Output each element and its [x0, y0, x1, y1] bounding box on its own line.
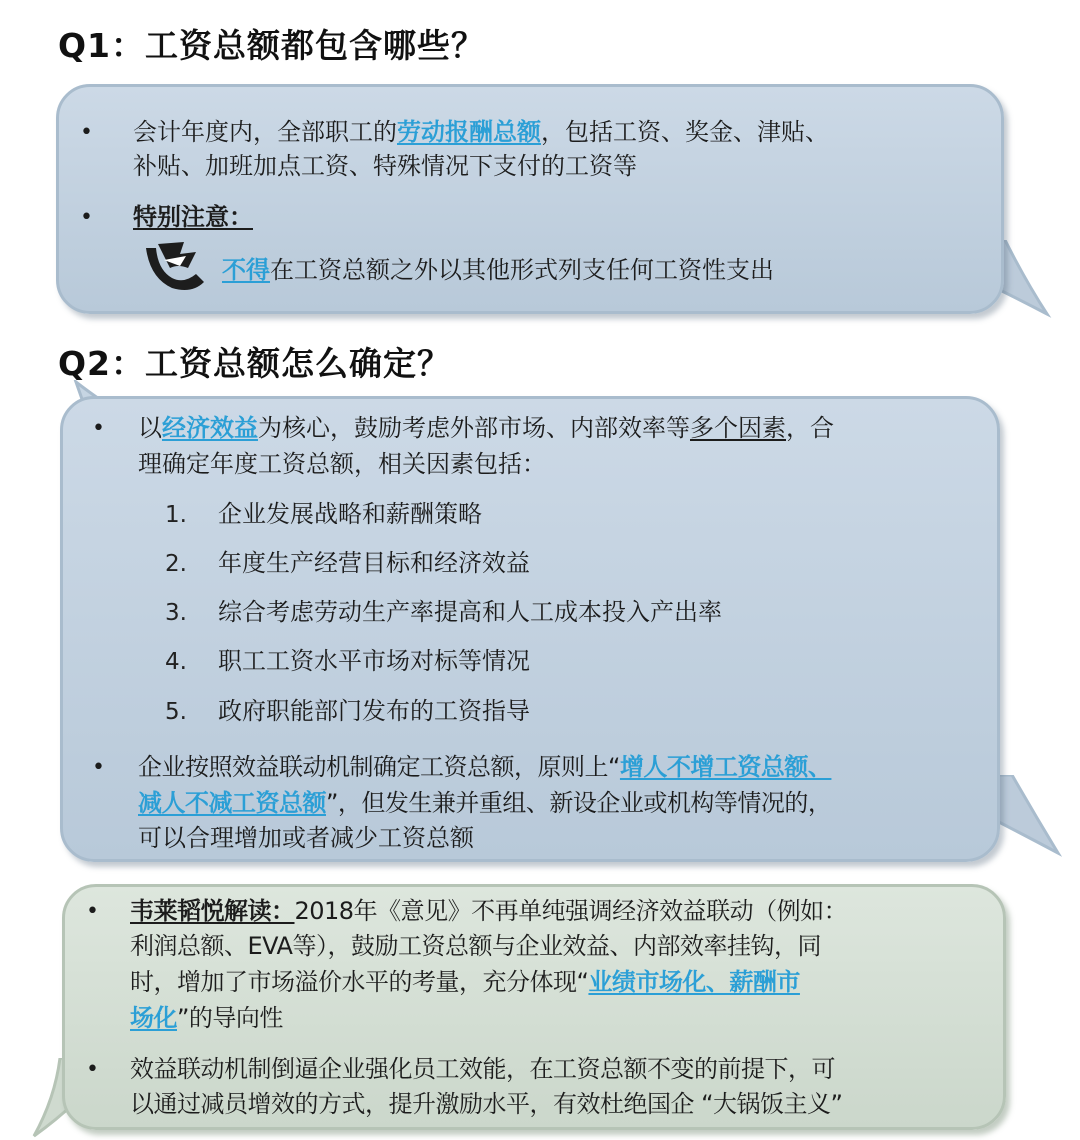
text: 为核心，鼓励考虑外部市场、内部效率等	[258, 414, 690, 442]
highlight-economic-benefit: 经济效益	[162, 414, 258, 442]
text: 企业按照效益联动机制确定工资总额，原则上“	[138, 753, 620, 781]
factor-number: 4.	[165, 649, 187, 675]
q1-special-note	[222, 253, 774, 287]
factor-item: 综合考虑劳动生产率提高和人工成本投入产出率	[218, 598, 722, 626]
text: 以	[138, 414, 162, 442]
text: ”的导向性	[177, 1004, 283, 1032]
q2-bullet2-line1	[138, 750, 831, 784]
text: ，合	[786, 414, 834, 442]
text: ，包括工资、奖金、津贴、	[541, 118, 829, 146]
q1-bullet1-line2: 补贴、加班加点工资、特殊情况下支付的工资等	[133, 152, 637, 180]
highlight-marketization: 业绩市场化、薪酬市	[588, 968, 800, 996]
text: 会计年度内，全部职工的	[133, 118, 397, 146]
text: ”，但发生兼并重组、新设企业或机构等情况的，	[326, 789, 832, 817]
bullet: •	[80, 205, 93, 230]
factor-item: 企业发展战略和薪酬策略	[218, 500, 482, 528]
interp-bullet1-line4	[130, 1001, 283, 1035]
factor-number: 5.	[165, 699, 187, 725]
factor-item: 政府职能部门发布的工资指导	[218, 697, 530, 725]
q1-special-note-label	[133, 200, 253, 234]
factor-number: 3.	[165, 600, 187, 626]
special-note-label: 特别注意：	[133, 203, 253, 231]
factor-item: 职工工资水平市场对标等情况	[218, 647, 530, 675]
bullet: •	[92, 416, 105, 441]
factor-number: 1.	[165, 502, 187, 528]
highlight-headcount-rule-2: 减人不减工资总额	[138, 789, 326, 817]
bullet: •	[86, 899, 99, 924]
q2-bullet1-line1	[138, 411, 834, 445]
highlight-headcount-rule: 增人不增工资总额、	[619, 753, 832, 781]
bullet: •	[92, 755, 105, 780]
highlight-must-not: 不得	[222, 256, 270, 284]
text: 时，增加了市场溢价水平的考量，充分体现“	[130, 968, 589, 996]
interp-bullet2-line1: 效益联动机制倒逼企业强化员工效能，在工资总额不变的前提下，可	[130, 1055, 835, 1083]
q1-bullet1-line1	[133, 115, 829, 149]
pen-icon	[140, 238, 210, 294]
interp-bullet1-line2: 利润总额、EVA等），鼓励工资总额与企业效益、内部效率挂钩，同	[130, 932, 821, 960]
q2-bullet1-line2: 理确定年度工资总额，相关因素包括：	[138, 450, 546, 478]
text: 在工资总额之外以其他形式列支任何工资性支出	[270, 256, 774, 284]
interp-bullet1-line3	[130, 965, 800, 999]
q2-bubble-tail-right	[990, 775, 1065, 860]
q1-heading: Q1：工资总额都包含哪些？	[58, 26, 486, 65]
q2-heading: Q2：工资总额怎么确定？	[58, 344, 452, 383]
q2-bullet2-line2	[138, 786, 831, 820]
bullet: •	[80, 120, 93, 145]
interp-bullet2-line2: 以通过减员增效的方式，提升激励水平，有效杜绝国企 “大锅饭主义”	[130, 1090, 843, 1118]
factor-number: 2.	[165, 551, 187, 577]
factor-item: 年度生产经营目标和经济效益	[218, 549, 530, 577]
text: 2018年《意见》不再单纯强调经济效益联动（例如：	[294, 897, 848, 925]
highlight-labor-remuneration: 劳动报酬总额	[397, 118, 541, 146]
interpretation-label: 韦莱韬悦解读：	[130, 897, 295, 925]
interp-bullet1-line1	[130, 894, 847, 928]
underlined-multiple-factors: 多个因素	[690, 414, 786, 442]
bullet: •	[86, 1057, 99, 1082]
highlight-marketization-2: 场化	[130, 1004, 177, 1032]
q2-bullet2-line3: 可以合理增加或者减少工资总额	[138, 824, 474, 852]
